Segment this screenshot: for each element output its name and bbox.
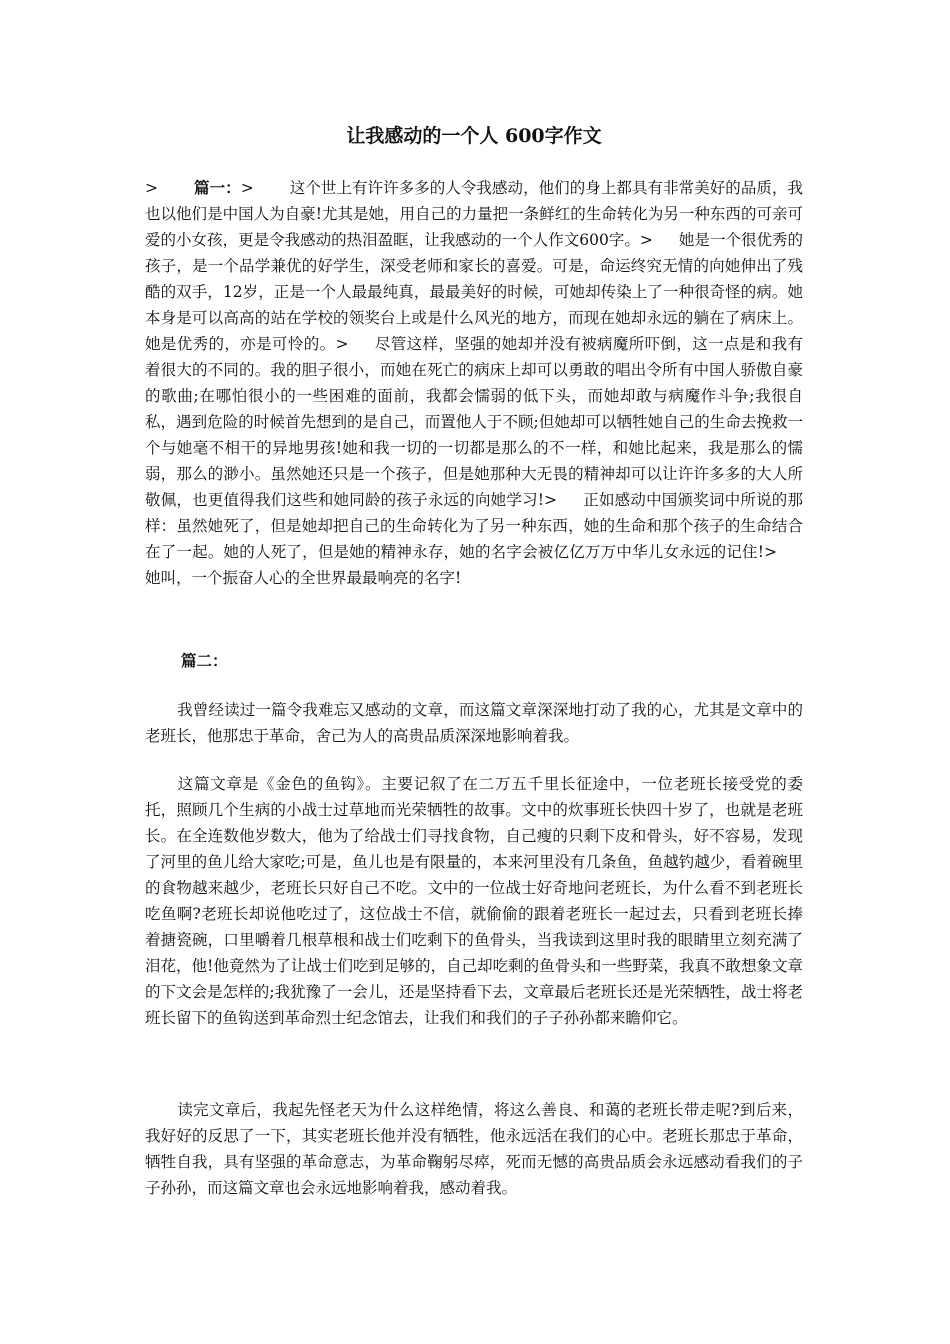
paragraph-text: 读完文章后，我起先怪老天为什么这样绝情，将这么善良、和蔼的老班长带走呢?到后来，我好好的反思了一下，其实老班长他并没有牺牲，他永远活在我们的心中。老班长那忠于革命，牺牲自我，具有坚强的革命意志，为革命鞠躬尽瘁，死而无憾的高贵品质会永远感动看我们的子子孙孙，而这篇文章也会永远地影响着我，感动着我。: [145, 1101, 803, 1197]
paragraph: 正如感动中国颁奖词中所说的那样：虽然她死了，但是她却把自己的生命转化为了另一种东西，她的生命和那个孩子的生命结合在了一起。她的人死了，但是她的精神永存，她的名字会被亿亿万万中华儿女永远的记住!>: [145, 491, 803, 561]
section2-paragraph-1: [145, 697, 803, 749]
paragraph: 尽管这样，坚强的她却并没有被病魔所吓倒，这一点是和我有着很大的不同的。我的胆子很小，而她在死亡的病床上却可以勇敢的唱出令所有中国人骄傲自豪的歌曲;在哪怕很小的一些困难的面前，我都会懦弱的低下头，而她却敢与病魔作斗争;我很自私，遇到危险的时候首先想到的是自己，而置他人于不顾;但她却可以牺牲她自己的生命去挽救一个与她毫不相干的异地男孩!她和我一切的一切都是那么的不一样，和她比起来，我是那么的懦弱，那么的渺小。虽然她还只是一个孩子，但是她那种大无畏的精神却可以让许许多多的大人所敬佩，也更值得我们这些和她同龄的孩子永远的向她学习!>: [145, 335, 803, 509]
section1-heading: 篇一：: [194, 178, 241, 197]
paragraph: 她是一个很优秀的孩子，是一个品学兼优的好学生，深受老师和家长的喜爱。可是，命运终究无情的向她伸出了残酷的双手，12岁，正是一个人最最纯真，最最美好的时候，可她却传染上了一种很奇怪的病。她本身是可以高高的站在学校的领奖台上或是什么风光的地方，而现在她却永远的躺在了病床上。她是优秀的，亦是可怜的。>: [145, 231, 803, 353]
paragraph: 她叫，一个振奋人心的全世界最最响亮的名字!: [145, 569, 462, 587]
section1-body: [145, 175, 803, 591]
section2-heading: 篇二：: [181, 651, 228, 670]
marker: >: [240, 179, 254, 197]
section2-paragraph-3: [145, 1097, 803, 1201]
paragraph-text: 我曾经读过一篇令我难忘又感动的文章，而这篇文章深深地打动了我的心，尤其是文章中的老班长，他那忠于革命，舍己为人的高贵品质深深地影响着我。: [145, 701, 803, 745]
document-title: 让我感动的一个人 600字作文: [346, 125, 602, 147]
section2-paragraph-2: [145, 771, 803, 1031]
paragraph-text: 这篇文章是《金色的鱼钩》。主要记叙了在二万五千里长征途中，一位老班长接受党的委托，照顾几个生病的小战士过草地而光荣牺牲的故事。文中的炊事班长快四十岁了，也就是老班长。在全连数他岁数大，他为了给战士们寻找食物，自己瘦的只剩下皮和骨头，好不容易，发现了河里的鱼儿给大家吃;可是，鱼儿也是有限量的，本来河里没有几条鱼，鱼越钓越少，看着碗里的食物越来越少，老班长只好自己不吃。文中的一位战士好奇地问老班长，为什么看不到老班长吃鱼啊?老班长却说他吃过了，这位战士不信，就偷偷的跟着老班长一起过去，只看到老班长捧着搪瓷碗，口里嚼着几根草根和战士们吃剩下的鱼骨头，当我读到这里时我的眼睛里立刻充满了泪花，他!他竟然为了让战士们吃到足够的，自己却吃剩的鱼骨头和一些野菜，我真不敢想象文章的下文会是怎样的;我犹豫了一会儿，还是坚持看下去，文章最后老班长还是光荣牺牲，战士将老班长留下的鱼钩送到革命烈士纪念馆去，让我们和我们的子子孙孙都来瞻仰它。: [145, 775, 803, 1027]
marker: >: [145, 179, 158, 197]
paragraph: 这个世上有许许多多的人令我感动，他们的身上都具有非常美好的品质，我也以他们是中国人为自豪!尤其是她，用自己的力量把一条鲜红的生命转化为另一种东西的可亲可爱的小女孩，更是令我感动的热泪盈眶，让我感动的一个人作文600字。>: [145, 179, 803, 249]
